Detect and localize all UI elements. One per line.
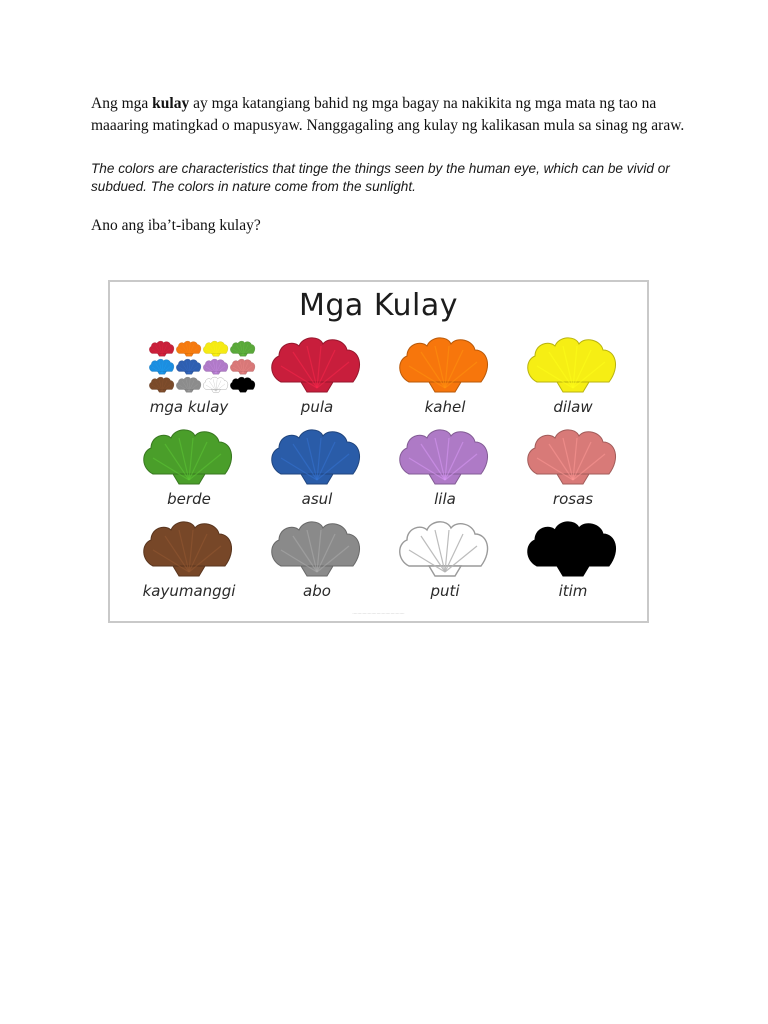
color-label: pula [300,398,334,416]
color-label: itim [558,582,588,600]
mini-shell-icon [175,340,203,358]
color-label: abo [303,582,331,600]
color-cell-kayumanggi [124,520,254,606]
mini-shell-icon [148,358,176,376]
question-text: Ano ang iba’t-ibang kulay? [91,217,261,234]
shell-icon [522,520,624,580]
mini-shell-grid [148,340,264,396]
poster-title: Mga Kulay [298,288,458,323]
color-label: puti [430,582,460,600]
intro-rest: ay mga katangiang bahid ng mga bagay na nakikita ng mga mata ng tao na maaaring matingkad o mapusyaw. Nanggagaling ang kulay ng kalikasan mula sa sinag ng araw. [91,95,685,134]
color-label: rosas [552,490,594,508]
color-cell-berde [124,428,254,514]
color-label: kahel [424,398,466,416]
poster-footer-mark: ········································· [352,611,405,616]
color-cell-lila [380,428,510,514]
colors-poster [108,280,649,623]
color-cell-itim [508,520,638,606]
color-cell-puti [380,520,510,606]
color-cell-asul [252,428,382,514]
color-cell-kahel [380,336,510,422]
shell-icon [394,428,496,488]
shell-icon [266,520,368,580]
shell-icon [266,428,368,488]
intro-paragraph [91,93,691,137]
color-cell-rosas [508,428,638,514]
shell-icon [138,520,240,580]
color-cell-pula [252,336,382,422]
color-label: lila [434,490,456,508]
mini-shell-icon [202,376,230,394]
color-label: berde [167,490,211,508]
mini-shell-icon [175,376,203,394]
shell-icon [138,428,240,488]
mini-shell-icon [202,340,230,358]
shell-icon [266,336,368,396]
shell-icon [522,428,624,488]
shell-icon [394,336,496,396]
translation-paragraph: The colors are characteristics that tinge the things seen by the human eye, which can be vivid or subdued. The colors in nature come from the sunlight. [91,161,670,194]
color-label: mga kulay [149,398,229,416]
color-label: dilaw [553,398,593,416]
color-cell-all [124,336,254,422]
mini-shell-icon [202,358,230,376]
color-label: asul [301,490,333,508]
mini-shell-icon [148,340,176,358]
intro-keyword: kulay [152,95,190,112]
mini-shell-icon [148,376,176,394]
color-cell-abo [252,520,382,606]
color-cell-dilaw [508,336,638,422]
shell-icon [394,520,496,580]
mini-shell-icon [175,358,203,376]
color-label: kayumanggi [142,582,236,600]
shell-icon [522,336,624,396]
intro-prefix: Ang mga [91,95,153,112]
